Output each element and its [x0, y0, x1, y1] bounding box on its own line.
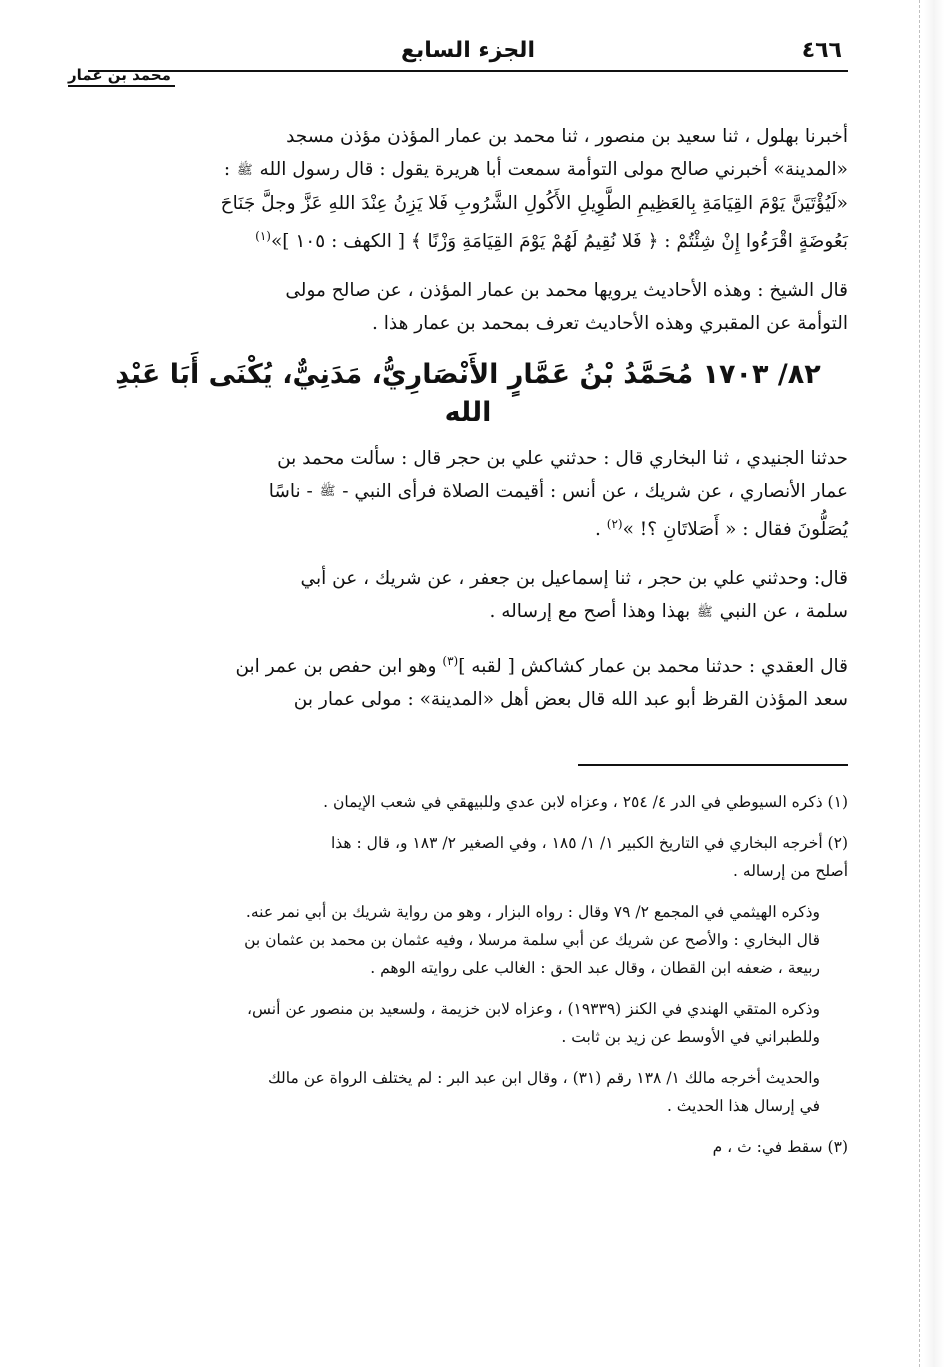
- paragraph-sheikh-note: [88, 274, 848, 340]
- footnote-2-kanz: وذكره المتقي الهندي في الكنز (١٩٣٣٩) ، وعزاه لابن خزيمة ، ولسعيد بن منصور عن أنس، وللطبراني في الأوسط عن زيد بن ثابت .: [247, 999, 820, 1046]
- page-number: ٤٦٦: [801, 38, 842, 63]
- footnote-1: (١) ذكره السيوطي في الدر ٤/ ٢٥٤ ، وعزاه لابن عدي وللبيهقي في شعب الإيمان .: [323, 792, 848, 811]
- page-binding-shadow: [906, 0, 944, 1367]
- paragraph-hadith-2: [88, 442, 848, 547]
- page-binding-line: [919, 0, 920, 1367]
- text-line: التوأمة عن المقبري وهذه الأحاديث تعرف بمحمد بن عمار هذا .: [372, 312, 848, 334]
- text-line: حدثنا الجنيدي ، ثنا البخاري قال : حدثني علي بن حجر قال : سألت محمد بن: [277, 447, 848, 469]
- salawat-symbol: ﷺ: [319, 484, 336, 500]
- text-line: «لَيُؤْتَيَنَّ يَوْمَ القِيَامَةِ بِالعَظِيمِ الطَّوِيلِ الأَكُولِ الشَّرُوبِ فَلا يَزِنُ عِنْدَ اللهِ عَزَّ وجلَّ جَنَاحَ: [220, 192, 848, 214]
- running-title: الجزء السابع: [401, 38, 535, 63]
- footnote-3: (٣) سقط في: ث ، م: [712, 1137, 848, 1156]
- footnote-2-continued: وذكره الهيثمي في المجمع ٢/ ٧٩ وقال : رواه البزار ، وهو من رواية شريك بن أبي نمر عنه. قال البخاري : والأصح عن شريك عن أبي سلمة مرسلا ، وفيه عثمان بن محمد بن عثمان بن ربيعة ، ضعفه ابن القطان ، وقال عبد الحق : الغالب على روايته الوهم .: [244, 902, 820, 977]
- footnote-ref-2: (٢): [606, 517, 623, 532]
- text-line: أخبرنا بهلول ، ثنا سعيد بن منصور ، ثنا محمد بن عمار المؤذن مؤذن مسجد: [286, 126, 848, 147]
- footnote-2-malik: والحديث أخرجه مالك ١/ ١٣٨ رقم (٣١) ، وقال ابن عبد البر : لم يختلف الرواة عن مالك في إرسال هذا الحديث .: [267, 1068, 820, 1115]
- footnote-ref-1: (١): [255, 228, 271, 243]
- text-line: عمار الأنصاري ، عن شريك ، عن أنس : أقيمت الصلاة فرأى النبي - ﷺ - ناسًا: [88, 475, 848, 509]
- text-line: «المدينة» أخبرني صالح مولى التوأمة سمعت أبا هريرة يقول : قال رسول الله ﷺ :: [88, 153, 848, 187]
- text-line: يُصَلُّونَ فقال : « أَصَلاتَانِ ؟! »$^{(٢)}$ .: [594, 517, 848, 541]
- text-line: قال الشيخ : وهذه الأحاديث يرويها محمد بن عمار المؤذن ، عن صالح مولى: [285, 279, 848, 301]
- paragraph-hadith-3: [88, 562, 848, 629]
- salawat-symbol: ﷺ: [236, 162, 253, 178]
- page-header: [68, 36, 848, 84]
- footnote-2: (٢) أخرجه البخاري في التاريخ الكبير ١/ ١/ ١٨٥ ، وفي الصغير ٢/ ١٨٣ و، قال : هذا أصلح من إرساله .: [330, 833, 848, 880]
- text-line: قال: وحدثني علي بن حجر ، ثنا إسماعيل بن جعفر ، عن شريك ، عن أبي: [300, 568, 848, 590]
- footnotes: [88, 788, 848, 1161]
- footnote-separator: [578, 764, 848, 766]
- footnote-ref-3: (٣): [442, 653, 459, 668]
- salawat-symbol: ﷺ: [697, 604, 713, 620]
- text-line: قال العقدي : حدثنا محمد بن عمار كشاكش [ لقبه ]$^{(٣)}$ وهو ابن حفص بن عمر ابن: [235, 653, 848, 677]
- main-text: [88, 120, 848, 716]
- book-page: [68, 36, 848, 1174]
- paragraph-uqaili: [88, 645, 848, 716]
- entry-heading: ٨٢/ ١٧٠٣ مُحَمَّدُ بْنُ عَمَّارٍ الأَنْصَارِيُّ، مَدَنِيٌّ، يُكْنَى أَبَا عَبْدِ الله: [115, 358, 821, 428]
- text-line: سلمة ، عن النبي ﷺ بهذا وهذا أصح مع إرساله .: [88, 595, 848, 629]
- running-author: محمد بن عمار: [68, 66, 175, 87]
- paragraph-hadith-1: [88, 120, 848, 258]
- text-line: بَعُوضَةٍ اقْرَءُوا إِنْ شِئْتُمْ : ﴿ فَلا نُقِيمُ لَهُمْ يَوْمَ القِيَامَةِ وَزْنًا ﴾ [ الكهف : ١٠٥ ]»$^{(١)}$: [255, 228, 848, 252]
- text-line: سعد المؤذن القرظ أبو عبد الله قال بعض أهل «المدينة» : مولى عمار بن: [293, 688, 848, 710]
